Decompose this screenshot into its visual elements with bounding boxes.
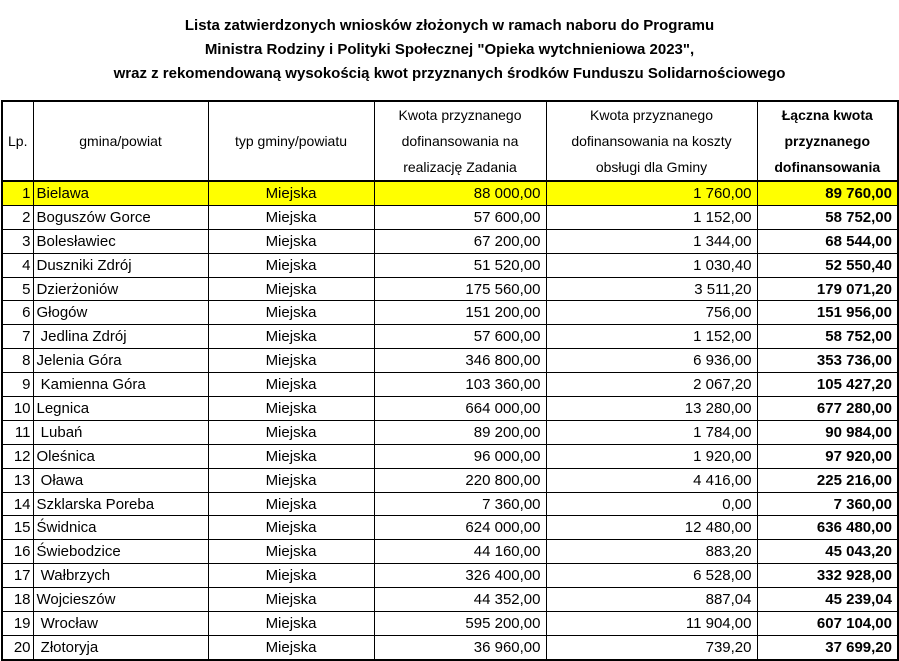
kwota-zadanie-cell: 103 360,00 xyxy=(374,373,546,397)
gmina-type-cell: Miejska xyxy=(208,492,374,516)
laczna-kwota-cell: 97 920,00 xyxy=(757,444,898,468)
table-row xyxy=(2,205,898,229)
table-row xyxy=(2,373,898,397)
gmina-type-cell: Miejska xyxy=(208,301,374,325)
kwota-zadanie-cell: 67 200,00 xyxy=(374,229,546,253)
gmina-type-cell: Miejska xyxy=(208,468,374,492)
kwota-zadanie-cell: 595 200,00 xyxy=(374,612,546,636)
kwota-obsluga-cell: 1 152,00 xyxy=(546,205,757,229)
row-number-cell: 1 xyxy=(2,181,33,205)
table-body xyxy=(2,181,898,660)
header-gmina: gmina/powiat xyxy=(33,101,208,181)
row-number-cell: 19 xyxy=(2,612,33,636)
row-number-cell: 16 xyxy=(2,540,33,564)
laczna-kwota-cell: 332 928,00 xyxy=(757,564,898,588)
laczna-kwota-cell: 52 550,40 xyxy=(757,253,898,277)
kwota-zadanie-cell: 57 600,00 xyxy=(374,325,546,349)
row-number-cell: 17 xyxy=(2,564,33,588)
kwota-obsluga-cell: 6 936,00 xyxy=(546,349,757,373)
kwota-zadanie-cell: 624 000,00 xyxy=(374,516,546,540)
kwota-obsluga-cell: 739,20 xyxy=(546,635,757,659)
gmina-type-cell: Miejska xyxy=(208,181,374,205)
kwota-zadanie-cell: 96 000,00 xyxy=(374,444,546,468)
gmina-name-cell: Lubań xyxy=(33,420,208,444)
kwota-obsluga-cell: 2 067,20 xyxy=(546,373,757,397)
gmina-name-cell: Boguszów Gorce xyxy=(33,205,208,229)
grants-table xyxy=(1,100,899,661)
laczna-kwota-cell: 179 071,20 xyxy=(757,277,898,301)
gmina-type-cell: Miejska xyxy=(208,420,374,444)
laczna-kwota-cell: 353 736,00 xyxy=(757,349,898,373)
table-row xyxy=(2,516,898,540)
laczna-kwota-cell: 37 699,20 xyxy=(757,635,898,659)
gmina-name-cell: Kamienna Góra xyxy=(33,373,208,397)
row-number-cell: 10 xyxy=(2,397,33,421)
laczna-kwota-cell: 7 360,00 xyxy=(757,492,898,516)
gmina-type-cell: Miejska xyxy=(208,373,374,397)
row-number-cell: 12 xyxy=(2,444,33,468)
kwota-obsluga-cell: 1 920,00 xyxy=(546,444,757,468)
laczna-kwota-cell: 45 239,04 xyxy=(757,588,898,612)
kwota-obsluga-cell: 6 528,00 xyxy=(546,564,757,588)
document-title xyxy=(0,0,899,100)
gmina-type-cell: Miejska xyxy=(208,277,374,301)
table-row xyxy=(2,635,898,659)
table-row xyxy=(2,420,898,444)
header-kwota-zadanie: Kwota przyznanego dofinansowania na realizację Zadania xyxy=(374,101,546,181)
title-line-2: Ministra Rodziny i Polityki Społecznej "Opieka wytchnieniowa 2023", xyxy=(204,41,695,58)
kwota-obsluga-cell: 1 784,00 xyxy=(546,420,757,444)
kwota-zadanie-cell: 175 560,00 xyxy=(374,277,546,301)
table-row xyxy=(2,301,898,325)
kwota-obsluga-cell: 3 511,20 xyxy=(546,277,757,301)
kwota-obsluga-cell: 883,20 xyxy=(546,540,757,564)
gmina-type-cell: Miejska xyxy=(208,229,374,253)
laczna-kwota-cell: 105 427,20 xyxy=(757,373,898,397)
kwota-zadanie-cell: 220 800,00 xyxy=(374,468,546,492)
table-row xyxy=(2,253,898,277)
table-row xyxy=(2,588,898,612)
gmina-type-cell: Miejska xyxy=(208,516,374,540)
row-number-cell: 11 xyxy=(2,420,33,444)
gmina-name-cell: Złotoryja xyxy=(33,635,208,659)
laczna-kwota-cell: 677 280,00 xyxy=(757,397,898,421)
kwota-zadanie-cell: 151 200,00 xyxy=(374,301,546,325)
table-row xyxy=(2,277,898,301)
row-number-cell: 5 xyxy=(2,277,33,301)
gmina-name-cell: Legnica xyxy=(33,397,208,421)
row-number-cell: 8 xyxy=(2,349,33,373)
table-row xyxy=(2,468,898,492)
gmina-name-cell: Świdnica xyxy=(33,516,208,540)
kwota-zadanie-cell: 664 000,00 xyxy=(374,397,546,421)
gmina-type-cell: Miejska xyxy=(208,444,374,468)
laczna-kwota-cell: 68 544,00 xyxy=(757,229,898,253)
kwota-obsluga-cell: 1 760,00 xyxy=(546,181,757,205)
laczna-kwota-cell: 636 480,00 xyxy=(757,516,898,540)
laczna-kwota-cell: 225 216,00 xyxy=(757,468,898,492)
gmina-name-cell: Wojcieszów xyxy=(33,588,208,612)
laczna-kwota-cell: 90 984,00 xyxy=(757,420,898,444)
table-row xyxy=(2,181,898,205)
row-number-cell: 14 xyxy=(2,492,33,516)
gmina-type-cell: Miejska xyxy=(208,397,374,421)
gmina-type-cell: Miejska xyxy=(208,253,374,277)
table-row xyxy=(2,492,898,516)
table-row xyxy=(2,564,898,588)
kwota-zadanie-cell: 44 352,00 xyxy=(374,588,546,612)
kwota-obsluga-cell: 1 030,40 xyxy=(546,253,757,277)
table-header xyxy=(2,101,898,181)
kwota-zadanie-cell: 57 600,00 xyxy=(374,205,546,229)
kwota-zadanie-cell: 346 800,00 xyxy=(374,349,546,373)
gmina-name-cell: Jedlina Zdrój xyxy=(33,325,208,349)
gmina-name-cell: Głogów xyxy=(33,301,208,325)
laczna-kwota-cell: 89 760,00 xyxy=(757,181,898,205)
row-number-cell: 13 xyxy=(2,468,33,492)
gmina-type-cell: Miejska xyxy=(208,325,374,349)
row-number-cell: 4 xyxy=(2,253,33,277)
gmina-name-cell: Oleśnica xyxy=(33,444,208,468)
row-number-cell: 15 xyxy=(2,516,33,540)
table-row xyxy=(2,612,898,636)
gmina-name-cell: Jelenia Góra xyxy=(33,349,208,373)
header-lp: Lp. xyxy=(2,101,33,181)
row-number-cell: 6 xyxy=(2,301,33,325)
kwota-obsluga-cell: 0,00 xyxy=(546,492,757,516)
gmina-name-cell: Wrocław xyxy=(33,612,208,636)
kwota-obsluga-cell: 4 416,00 xyxy=(546,468,757,492)
table-row xyxy=(2,349,898,373)
laczna-kwota-cell: 45 043,20 xyxy=(757,540,898,564)
kwota-zadanie-cell: 51 520,00 xyxy=(374,253,546,277)
title-line-1: Lista zatwierdzonych wniosków złożonych w ramach naboru do Programu xyxy=(184,17,715,34)
kwota-zadanie-cell: 88 000,00 xyxy=(374,181,546,205)
kwota-obsluga-cell: 1 152,00 xyxy=(546,325,757,349)
gmina-name-cell: Świebodzice xyxy=(33,540,208,564)
kwota-zadanie-cell: 44 160,00 xyxy=(374,540,546,564)
table-row xyxy=(2,229,898,253)
gmina-name-cell: Bielawa xyxy=(33,181,208,205)
kwota-zadanie-cell: 89 200,00 xyxy=(374,420,546,444)
table-row xyxy=(2,444,898,468)
gmina-name-cell: Wałbrzych xyxy=(33,564,208,588)
table-row xyxy=(2,325,898,349)
row-number-cell: 18 xyxy=(2,588,33,612)
kwota-obsluga-cell: 756,00 xyxy=(546,301,757,325)
gmina-name-cell: Bolesławiec xyxy=(33,229,208,253)
gmina-name-cell: Oława xyxy=(33,468,208,492)
gmina-name-cell: Szklarska Poreba xyxy=(33,492,208,516)
row-number-cell: 9 xyxy=(2,373,33,397)
row-number-cell: 3 xyxy=(2,229,33,253)
laczna-kwota-cell: 58 752,00 xyxy=(757,325,898,349)
header-kwota-obsluga: Kwota przyznanego dofinansowania na koszty obsługi dla Gminy xyxy=(546,101,757,181)
gmina-type-cell: Miejska xyxy=(208,564,374,588)
gmina-type-cell: Miejska xyxy=(208,205,374,229)
kwota-zadanie-cell: 36 960,00 xyxy=(374,635,546,659)
laczna-kwota-cell: 58 752,00 xyxy=(757,205,898,229)
row-number-cell: 20 xyxy=(2,635,33,659)
kwota-obsluga-cell: 11 904,00 xyxy=(546,612,757,636)
header-laczna: Łączna kwota przyznanego dofinansowania xyxy=(757,101,898,181)
row-number-cell: 2 xyxy=(2,205,33,229)
table-row xyxy=(2,540,898,564)
gmina-type-cell: Miejska xyxy=(208,635,374,659)
row-number-cell: 7 xyxy=(2,325,33,349)
kwota-obsluga-cell: 12 480,00 xyxy=(546,516,757,540)
kwota-obsluga-cell: 13 280,00 xyxy=(546,397,757,421)
gmina-type-cell: Miejska xyxy=(208,540,374,564)
laczna-kwota-cell: 151 956,00 xyxy=(757,301,898,325)
kwota-zadanie-cell: 326 400,00 xyxy=(374,564,546,588)
gmina-type-cell: Miejska xyxy=(208,588,374,612)
header-row xyxy=(2,101,898,181)
header-typ: typ gminy/powiatu xyxy=(208,101,374,181)
kwota-obsluga-cell: 1 344,00 xyxy=(546,229,757,253)
table-row xyxy=(2,397,898,421)
gmina-name-cell: Duszniki Zdrój xyxy=(33,253,208,277)
title-line-3: wraz z rekomendowaną wysokością kwot przyznanych środków Funduszu Solidarnościowego xyxy=(113,65,786,82)
kwota-obsluga-cell: 887,04 xyxy=(546,588,757,612)
laczna-kwota-cell: 607 104,00 xyxy=(757,612,898,636)
kwota-zadanie-cell: 7 360,00 xyxy=(374,492,546,516)
gmina-type-cell: Miejska xyxy=(208,349,374,373)
gmina-name-cell: Dzierżoniów xyxy=(33,277,208,301)
gmina-type-cell: Miejska xyxy=(208,612,374,636)
